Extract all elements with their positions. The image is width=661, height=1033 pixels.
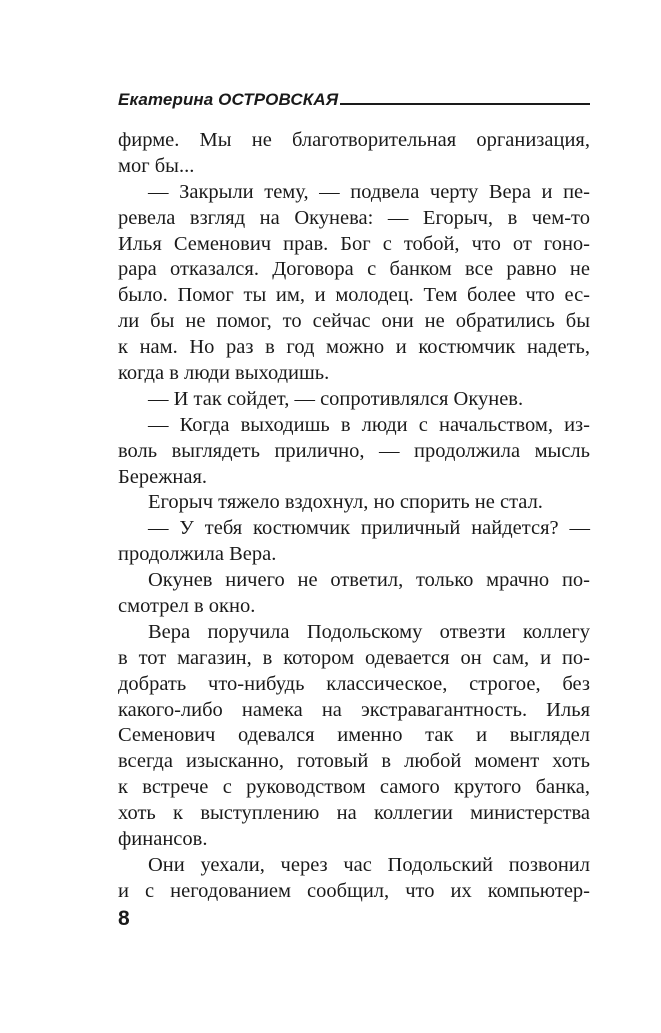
- text-line: мог бы...: [118, 154, 195, 177]
- text-line: Бережная.: [118, 465, 208, 488]
- text-line: Они уехали, через час Подольский позвонил: [148, 853, 590, 876]
- text-line: фирме. Мы не благотворительная организация,: [118, 129, 590, 151]
- text-line: Вера поручила Подольскому отвезти коллегу: [148, 620, 590, 643]
- text-line: финансов.: [118, 828, 208, 851]
- text-line: когда в люди выходишь.: [118, 362, 330, 385]
- text-line: хоть к выступлению на коллегии министерства: [118, 802, 590, 825]
- text-line: смотрел в окно.: [118, 595, 256, 618]
- text-line: всегда изысканно, готовый в любой момент хоть: [118, 750, 590, 773]
- text-line: — И так сойдет, — сопротивлялся Окунев.: [148, 387, 524, 410]
- text-line: Егорыч тяжело вздохнул, но спорить не стал.: [148, 491, 543, 514]
- text-line: ли бы не помог, то сейчас они не обратились бы: [118, 310, 590, 333]
- text-line: в тот магазин, в котором одевается он сам, и по-: [118, 646, 590, 669]
- text-line: было. Помог ты им, и молодец. Тем более что ес-: [118, 284, 590, 307]
- text-line: к нам. Но раз в год можно и костюмчик надеть,: [118, 336, 590, 359]
- text-line: какого-либо намека на экстравагантность. Илья: [118, 698, 590, 721]
- text-line: продолжила Вера.: [118, 543, 277, 566]
- page-number: 8: [118, 907, 130, 930]
- text-line: рара отказался. Договора с банком все равно не: [118, 258, 590, 281]
- text-line: добрать что-нибудь классическое, строгое, без: [118, 672, 590, 695]
- text-line: — У тебя костюмчик приличный найдется? —: [148, 517, 590, 540]
- text-line: Семенович одевался именно так и выглядел: [118, 724, 590, 747]
- text-line: Илья Семенович прав. Бог с тобой, что от гоно-: [118, 232, 590, 255]
- author-name: Екатерина ОСТРОВСКАЯ: [118, 90, 339, 109]
- text-line: Окунев ничего не ответил, только мрачно по-: [148, 569, 590, 592]
- header-rule: [340, 103, 590, 105]
- text-line: и с негодованием сообщил, что их компьютер-: [118, 879, 590, 902]
- text-line: ревела взгляд на Окунева: — Егорыч, в чем-то: [118, 206, 590, 229]
- text-line: воль выглядеть прилично, — продолжила мысль: [118, 439, 590, 462]
- text-line: — Когда выходишь в люди с начальством, из-: [148, 413, 590, 436]
- text-line: к встрече с руководством самого крутого банка,: [118, 776, 590, 799]
- text-line: — Закрыли тему, — подвела черту Вера и пе-: [148, 180, 590, 203]
- running-header: [118, 80, 590, 108]
- text-body: [118, 128, 590, 905]
